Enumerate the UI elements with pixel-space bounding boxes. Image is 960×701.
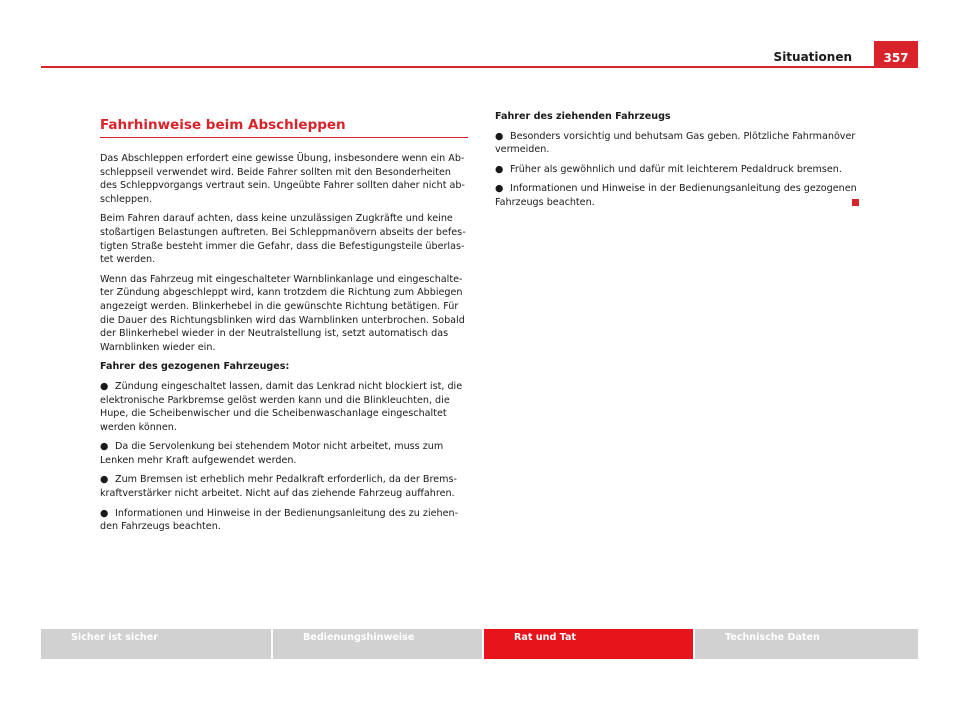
subheading-towing-driver: Fahrer des ziehenden Fahrzeugs bbox=[495, 111, 671, 122]
list-item: ● Informationen und Hinweise in der Bedienungsanleitung des gezogenen Fahrzeugs beachten. bbox=[495, 183, 857, 208]
bullet-icon: ● bbox=[100, 380, 109, 392]
bullet-icon: ● bbox=[495, 163, 504, 175]
tab-bedienungshinweise[interactable]: Bedienungshinweise bbox=[273, 629, 482, 659]
paragraph-intro: Das Abschleppen erfordert eine gewisse Übung, insbesondere wenn ein Abschleppseil verwendet wird. Beide Fahrer sollten mit den Besonderheiten des Schleppvorgangs vertraut sein. Ungeübte Fahrer sollten daher nicht abschleppen. bbox=[100, 153, 465, 205]
tab-rat-und-tat[interactable]: Rat und Tat bbox=[484, 629, 693, 659]
paragraph-forces: Beim Fahren darauf achten, dass keine unzulässigen Zugkräfte und keine stoßartigen Belastungen auftreten. Bei Schleppmanövern abseits der befestigten Straße besteht immer die Gefahr, dass die Befestigungsteile überlastet werden. bbox=[100, 213, 466, 266]
footer-nav bbox=[41, 629, 918, 659]
paragraph-hazard-lights: Wenn das Fahrzeug mit eingeschalteter Warnblinkanlage und eingeschalteter Zündung abgeschleppt wird, kann trotzdem die Richtung zum Abbiegen angezeigt werden. Blinkerhebel in die gewünschte Richtung betätigen. Für die Dauer des Richtungsblinken wird das Warnblinken unterbrochen. Sobald der Blinkerhebel wieder in der Neutralstellung ist, setzt automatisch das Warnblinken wieder ein. bbox=[100, 273, 465, 353]
list-item: ● Informationen und Hinweise in der Bedienungsanleitung des zu ziehenden Fahrzeugs beachten. bbox=[100, 507, 459, 533]
right-column bbox=[495, 110, 863, 216]
list-item: ● Zum Bremsen ist erheblich mehr Pedalkraft erforderlich, da der Bremskraftverstärker nicht arbeitet. Nicht auf das ziehende Fahrzeug auffahren. bbox=[100, 474, 457, 500]
left-column bbox=[100, 110, 468, 540]
list-item: ● Da die Servolenkung bei stehendem Motor nicht arbeitet, muss zum Lenken mehr Kraft aufgewendet werden. bbox=[100, 441, 444, 466]
list-item: ● Früher als gewöhnlich und dafür mit leichterem Pedaldruck bremsen. bbox=[495, 163, 842, 175]
page-number: 357 bbox=[874, 41, 918, 68]
bullet-icon: ● bbox=[100, 507, 109, 519]
bullet-icon: ● bbox=[100, 441, 109, 453]
bullet-icon: ● bbox=[100, 474, 109, 486]
page-title: Fahrhinweise beim Abschleppen bbox=[100, 117, 468, 138]
tab-sicher-ist-sicher[interactable]: Sicher ist sicher bbox=[41, 629, 271, 659]
section-title: Situationen bbox=[773, 50, 852, 64]
tab-technische-daten[interactable]: Technische Daten bbox=[695, 629, 918, 659]
section-end-icon bbox=[852, 199, 859, 206]
bullet-icon: ● bbox=[495, 130, 504, 142]
bullet-icon: ● bbox=[495, 183, 504, 195]
list-item: ● Zündung eingeschaltet lassen, damit das Lenkrad nicht blockiert ist, die elektronische Parkbremse gelöst werden kann und die Blinkleuchten, die Hupe, die Scheibenwischer und die Scheibenwaschanlage eingeschaltet werden können. bbox=[100, 380, 463, 433]
header-rule bbox=[41, 66, 918, 68]
list-item: ● Besonders vorsichtig und behutsam Gas geben. Plötzliche Fahrmanöver vermeiden. bbox=[495, 130, 856, 156]
subheading-towed-driver: Fahrer des gezogenen Fahrzeuges: bbox=[100, 361, 290, 373]
